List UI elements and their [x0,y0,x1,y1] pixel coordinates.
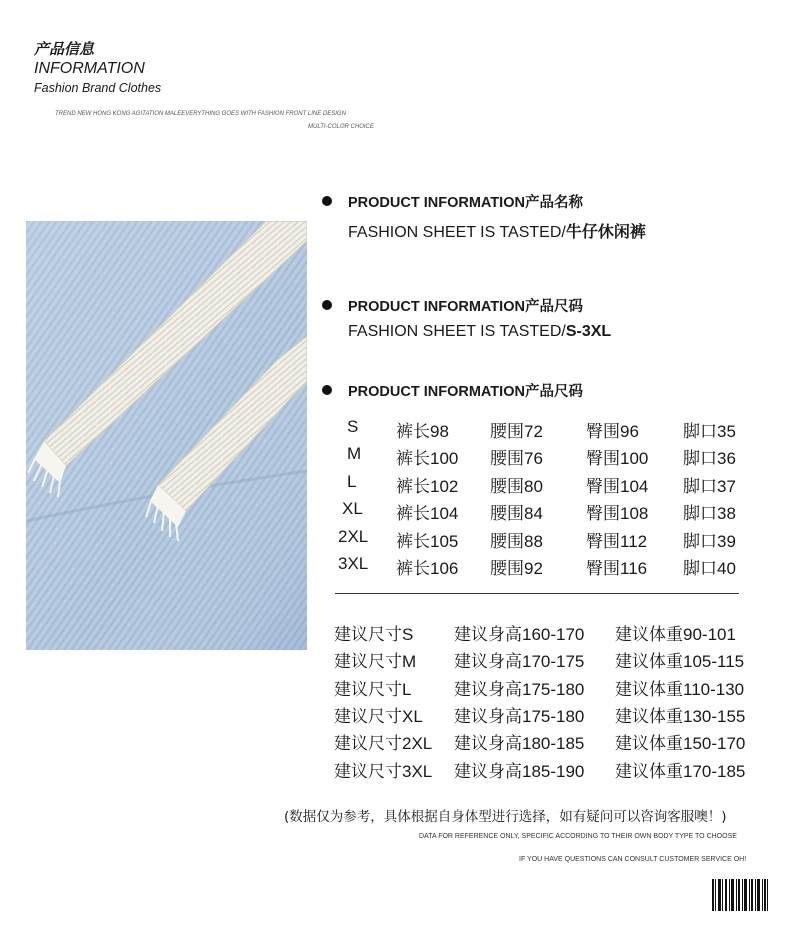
size-cell-length: 裤长98 [396,422,449,441]
recommend-cell-weight: 建议体重90-101 [615,625,736,644]
size-cell-length: 裤长105 [396,531,459,551]
size-cell-size: M [347,444,362,464]
product-name-value [348,219,646,242]
size-cell-waist: 腰围72 [490,422,543,441]
denim-drawstring-image [26,221,307,650]
size-cell-waist: 腰围80 [490,476,543,496]
size-cell-hip: 臀围112 [586,531,648,551]
size-cell-hip: 臀围96 [586,422,639,441]
section-title-size-chart: PRODUCT INFORMATION产品尺码 [348,384,583,400]
recommend-cell-size: 建议尺寸2XL [334,734,433,754]
value-bold: 牛仔休闲裤 [565,224,646,241]
title-chinese: 产品信息 [34,40,95,58]
size-cell-size: L [347,471,357,491]
bullet-icon [322,196,332,206]
recommend-cell-weight: 建议体重150-170 [615,734,746,754]
recommend-cell-height: 建议身高175-180 [454,679,585,699]
size-cell-size: XL [342,499,363,519]
subtitle: Fashion Brand Clothes [34,81,162,95]
size-cell-size: S [347,417,359,436]
size-cell-hem: 脚口35 [683,422,736,441]
size-cell-length: 裤长106 [396,559,459,578]
barcode-icon [712,879,768,911]
bullet-icon [322,300,332,310]
recommend-cell-size: 建议尺寸M [334,652,417,672]
reference-note: (数据仅为参考，具体根据自身体型进行选择，如有疑问可以咨询客服噢！) [284,809,727,825]
size-cell-length: 裤长100 [396,449,459,469]
section-title-name: PRODUCT INFORMATION产品名称 [348,195,583,211]
size-cell-waist: 腰围84 [490,504,543,524]
size-cell-hip: 臀围108 [586,504,649,524]
size-cell-hip: 臀围100 [586,449,649,469]
size-cell-size: 2XL [338,526,369,546]
size-cell-waist: 腰围88 [490,531,543,551]
recommend-cell-size: 建议尺寸S [334,625,414,644]
recommend-cell-height: 建议身高180-185 [454,734,585,754]
reference-note-english-2: IF YOU HAVE QUESTIONS CAN CONSULT CUSTOMER SERVICE OH! [519,856,747,863]
title-english: INFORMATION [34,60,145,77]
value-prefix: FASHION SHEET IS TASTED/ [348,323,566,340]
size-cell-hem: 脚口36 [683,449,736,469]
recommend-cell-height: 建议身高160-170 [454,625,585,644]
recommend-cell-weight: 建议体重130-155 [615,706,746,726]
size-cell-length: 裤长102 [396,476,459,496]
size-cell-waist: 腰围76 [490,449,543,469]
recommend-cell-height: 建议身高175-180 [454,706,585,726]
value-prefix: FASHION SHEET IS TASTED/ [348,224,566,241]
size-cell-hip: 臀围116 [586,559,648,578]
size-cell-hem: 脚口39 [683,531,736,551]
recommend-cell-size: 建议尺寸XL [334,706,423,726]
recommend-cell-size: 建议尺寸3XL [334,761,433,781]
size-cell-length: 裤长104 [396,504,459,524]
recommend-cell-weight: 建议体重170-185 [615,761,746,781]
recommend-cell-weight: 建议体重110-130 [615,679,745,699]
bullet-icon [322,385,332,395]
section-title-size: PRODUCT INFORMATION产品尺码 [348,299,583,315]
recommend-cell-height: 建议身高170-175 [454,652,585,672]
reference-note-english-1: DATA FOR REFERENCE ONLY, SPECIFIC ACCORDING TO THEIR OWN BODY TYPE TO CHOOSE [419,833,737,840]
size-cell-hem: 脚口37 [683,476,736,496]
value-bold: S-3XL [565,323,612,340]
size-cell-hem: 脚口38 [683,504,736,524]
recommend-cell-weight: 建议体重105-115 [615,652,745,672]
size-cell-waist: 腰围92 [490,559,543,578]
divider [335,593,739,594]
size-range-value [348,323,611,341]
size-cell-hip: 臀围104 [586,476,649,496]
tagline-line-2: MULTI-COLOR CHOICE [308,124,374,130]
size-cell-size: 3XL [338,554,369,573]
size-cell-hem: 脚口40 [683,559,736,578]
recommend-cell-size: 建议尺寸L [334,679,412,699]
recommend-cell-height: 建议身高185-190 [454,761,585,781]
tagline-line-1: TREND NEW HONG KONG AGITATION MALEEVERYTHING GOES WITH FASHION FRONT LINE DESIGN [55,111,346,117]
product-photo [26,221,307,650]
